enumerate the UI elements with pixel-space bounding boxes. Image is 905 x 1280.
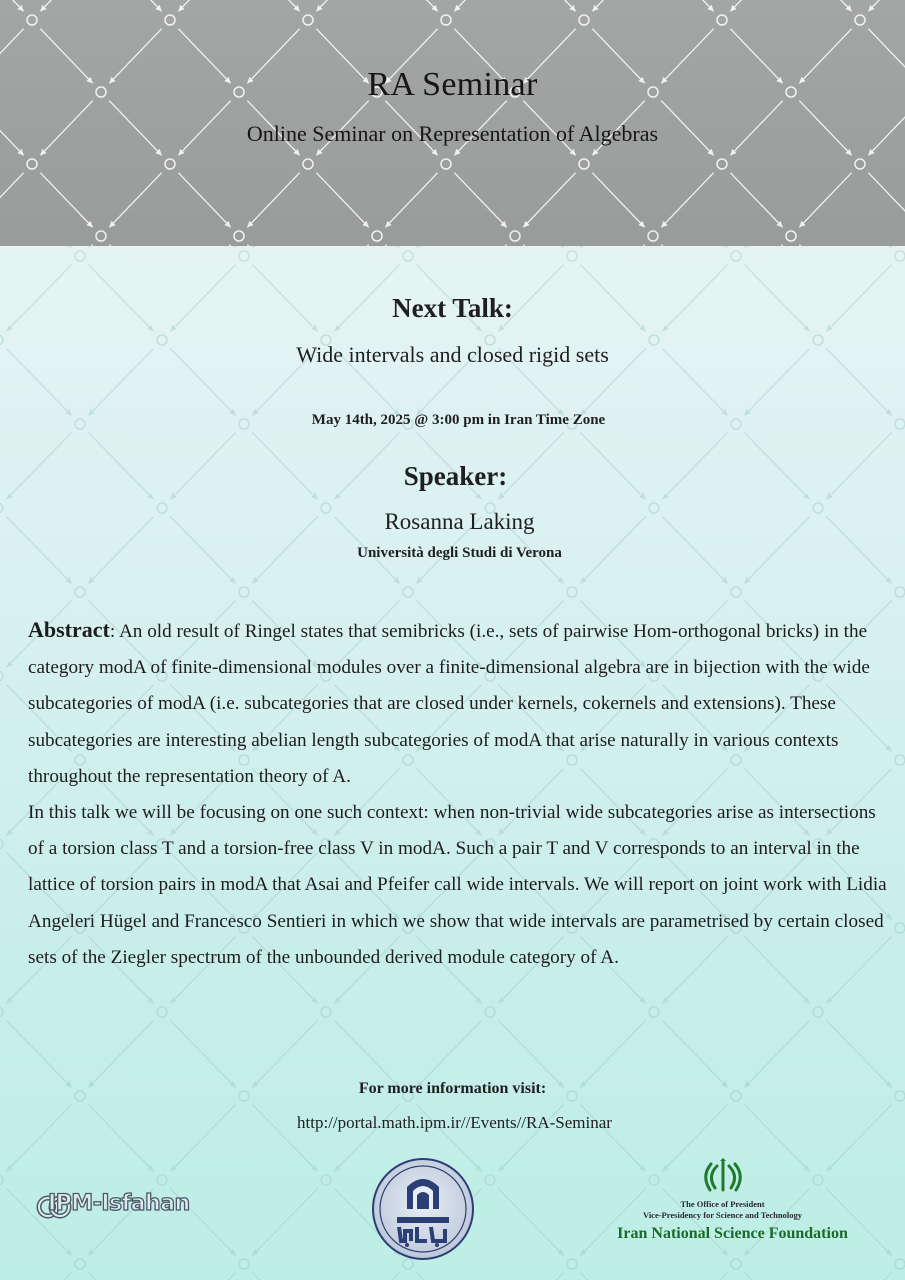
- quiver-arrow: [316, 245, 368, 246]
- quiver-arrow: [416, 1273, 481, 1280]
- speaker-name: Rosanna Laking: [384, 509, 535, 534]
- insf-office-line-1: The Office of President: [680, 1199, 765, 1209]
- quiver-arrow: [498, 1189, 563, 1256]
- talk-title: Wide intervals and closed rigid sets: [296, 342, 609, 367]
- quiver-arrow: [170, 1021, 235, 1088]
- quiver-arrow: [109, 245, 161, 246]
- quiver-node: [75, 587, 85, 597]
- seminar-title: RA Seminar: [367, 66, 538, 103]
- quiver-arrow: [799, 173, 851, 228]
- quiver-node: [567, 1259, 577, 1269]
- quiver-node: [895, 755, 905, 765]
- quiver-arrow: [385, 245, 437, 246]
- quiver-node: [485, 1175, 495, 1185]
- quiver-arrow: [334, 1021, 399, 1088]
- quiver-arrow: [661, 0, 713, 11]
- quiver-node: [403, 251, 413, 261]
- quiver-node: [165, 15, 175, 25]
- quiver-node: [27, 159, 37, 169]
- quiver-arrow: [730, 245, 782, 246]
- quiver-node: [303, 159, 313, 169]
- quiver-node: [165, 159, 175, 169]
- quiver-arrow: [178, 0, 230, 11]
- quiver-arrow: [730, 173, 782, 228]
- quiver-node: [239, 587, 249, 597]
- quiver-node: [321, 1007, 331, 1017]
- quiver-node: [239, 1259, 249, 1269]
- quiver-arrow: [6, 1273, 71, 1280]
- talk-datetime: May 14th, 2025 @ 3:00 pm in Iran Time Zone: [311, 412, 606, 428]
- quiver-arrow: [523, 245, 575, 246]
- speaker-affiliation: Università degli Studi di Verona: [357, 545, 562, 561]
- quiver-node: [895, 1259, 905, 1269]
- next-talk-heading: Next Talk:: [392, 293, 513, 323]
- quiver-arrow: [799, 0, 851, 11]
- quiver-node: [157, 1175, 167, 1185]
- quiver-node: [403, 587, 413, 597]
- quiver-arrow: [580, 1273, 645, 1280]
- quiver-arrow: [523, 173, 575, 228]
- quiver-arrow: [178, 245, 230, 246]
- abstract: [28, 612, 890, 976]
- more-info-link[interactable]: http://portal.math.ipm.ir//Events//RA-Seminar: [297, 1113, 612, 1132]
- quiver-node: [649, 1175, 659, 1185]
- quiver-node: [0, 671, 3, 681]
- quiver-node: [717, 15, 727, 25]
- quiver-node: [0, 1007, 3, 1017]
- quiver-arrow: [454, 0, 506, 11]
- quiver-arrow: [454, 173, 506, 228]
- quiver-node: [579, 15, 589, 25]
- quiver-node: [813, 1007, 823, 1017]
- quiver-node: [813, 1175, 823, 1185]
- speaker-heading: Speaker:: [403, 461, 508, 491]
- quiver-arrow: [661, 245, 713, 246]
- quiver-arrow: [109, 173, 161, 228]
- quiver-node: [855, 159, 865, 169]
- abstract-label: Abstract: [28, 617, 110, 642]
- quiver-arrow: [730, 0, 782, 11]
- quiver-arrow: [799, 245, 851, 246]
- quiver-arrow: [88, 1273, 153, 1280]
- quiver-node: [567, 251, 577, 261]
- quiver-arrow: [826, 1273, 891, 1280]
- quiver-arrow: [385, 173, 437, 228]
- quiver-node: [372, 231, 382, 241]
- abstract-paragraph-1: [28, 612, 890, 795]
- quiver-arrow: [247, 0, 299, 11]
- quiver-node: [239, 251, 249, 261]
- quiver-node: [579, 159, 589, 169]
- quiver-node: [648, 231, 658, 241]
- quiver-arrow: [40, 0, 92, 11]
- quiver-node: [441, 15, 451, 25]
- quiver-arrow: [109, 0, 161, 11]
- quiver-node: [895, 587, 905, 597]
- insf-office-text: [600, 1199, 845, 1221]
- quiver-node: [75, 251, 85, 261]
- quiver-arrow: [744, 1021, 809, 1088]
- quiver-node: [75, 1259, 85, 1269]
- quiver-arrow: [868, 0, 905, 11]
- quiver-arrow: [661, 173, 713, 228]
- quiver-arrow: [385, 0, 437, 11]
- quiver-arrow: [316, 173, 368, 228]
- quiver-arrow: [334, 1273, 399, 1280]
- quiver-node: [234, 231, 244, 241]
- quiver-arrow: [662, 1273, 727, 1280]
- quiver-arrow: [498, 1273, 563, 1280]
- header-band: [0, 0, 905, 246]
- quiver-arrow: [0, 173, 24, 228]
- quiver-arrow: [40, 173, 92, 228]
- quiver-node: [717, 159, 727, 169]
- quiver-arrow: [523, 0, 575, 11]
- quiver-node: [0, 1175, 3, 1185]
- quiver-node: [855, 15, 865, 25]
- quiver-arrow: [592, 0, 644, 11]
- quiver-node: [27, 15, 37, 25]
- insf-office-line-2: Vice-Presidency for Science and Technology: [643, 1210, 802, 1220]
- quiver-node: [567, 587, 577, 597]
- quiver-node: [485, 1007, 495, 1017]
- quiver-node: [157, 1007, 167, 1017]
- iran-emblem-icon: [700, 1158, 746, 1194]
- quiver-node: [731, 251, 741, 261]
- quiver-arrow: [170, 1273, 235, 1280]
- abstract-text-1: : An old result of Ringel states that semibricks (i.e., sets of pairwise Hom-orthogonal bricks) in the category modA of finite-dimensional modules over a finite-dimensional algebra are in bijection with the wide subcategories of modA (i.e. subcategories that are closed under kernels, cokernels and extensions). These subcategories are interesting abelian length subcategories of modA that arise naturally in various contexts throughout the representation theory of A.: [28, 621, 870, 787]
- quiver-node: [321, 1175, 331, 1185]
- more-info-heading: For more information visit:: [358, 1080, 547, 1097]
- quiver-arrow: [252, 1189, 317, 1256]
- quiver-arrow: [252, 1021, 317, 1088]
- quiver-node: [303, 15, 313, 25]
- abstract-paragraph-2: In this talk we will be focusing on one such context: when non-trivial wide subcategories arise as intersections of a torsion class T and a torsion-free class V in modA. Such a pair T and V corresponds to an interval in the lattice of torsion pairs in modA that Asai and Pfeifer call wide intervals. We will report on joint work with Lidia Angeleri Hügel and Francesco Sentieri in which we show that wide intervals are parametrised by certain closed sets of the Ziegler spectrum of the unbounded derived module category of A.: [28, 802, 887, 968]
- quiver-node: [786, 231, 796, 241]
- quiver-arrow: [316, 0, 368, 11]
- quiver-arrow: [454, 245, 506, 246]
- quiver-arrow: [662, 1021, 727, 1088]
- insf-name: Iran National Science Foundation: [617, 1225, 848, 1242]
- seminar-subtitle: Online Seminar on Representation of Algebras: [246, 121, 659, 146]
- quiver-node: [731, 587, 741, 597]
- quiver-arrow: [0, 245, 24, 246]
- quiver-node: [0, 839, 3, 849]
- quiver-arrow: [826, 1021, 891, 1088]
- quiver-arrow: [868, 173, 905, 228]
- quiver-arrow: [252, 1273, 317, 1280]
- quiver-node: [895, 923, 905, 933]
- quiver-node: [441, 159, 451, 169]
- quiver-node: [96, 231, 106, 241]
- quiver-node: [510, 231, 520, 241]
- quiver-node: [731, 1259, 741, 1269]
- quiver-arrow: [592, 245, 644, 246]
- quiver-arrow: [580, 1021, 645, 1088]
- quiver-arrow: [498, 1021, 563, 1088]
- quiver-arrow: [247, 173, 299, 228]
- ipm-logo-text: IPM-Isfahan: [48, 1191, 190, 1216]
- university-seal-icon: [371, 1157, 475, 1261]
- quiver-arrow: [247, 245, 299, 246]
- quiver-arrow: [416, 1021, 481, 1088]
- quiver-arrow: [6, 1021, 71, 1088]
- quiver-arrow: [744, 1273, 809, 1280]
- quiver-arrow: [868, 245, 905, 246]
- quiver-node: [649, 1007, 659, 1017]
- quiver-node: [895, 251, 905, 261]
- quiver-arrow: [88, 1021, 153, 1088]
- quiver-arrow: [592, 173, 644, 228]
- quiver-arrow: [40, 245, 92, 246]
- quiver-arrow: [178, 173, 230, 228]
